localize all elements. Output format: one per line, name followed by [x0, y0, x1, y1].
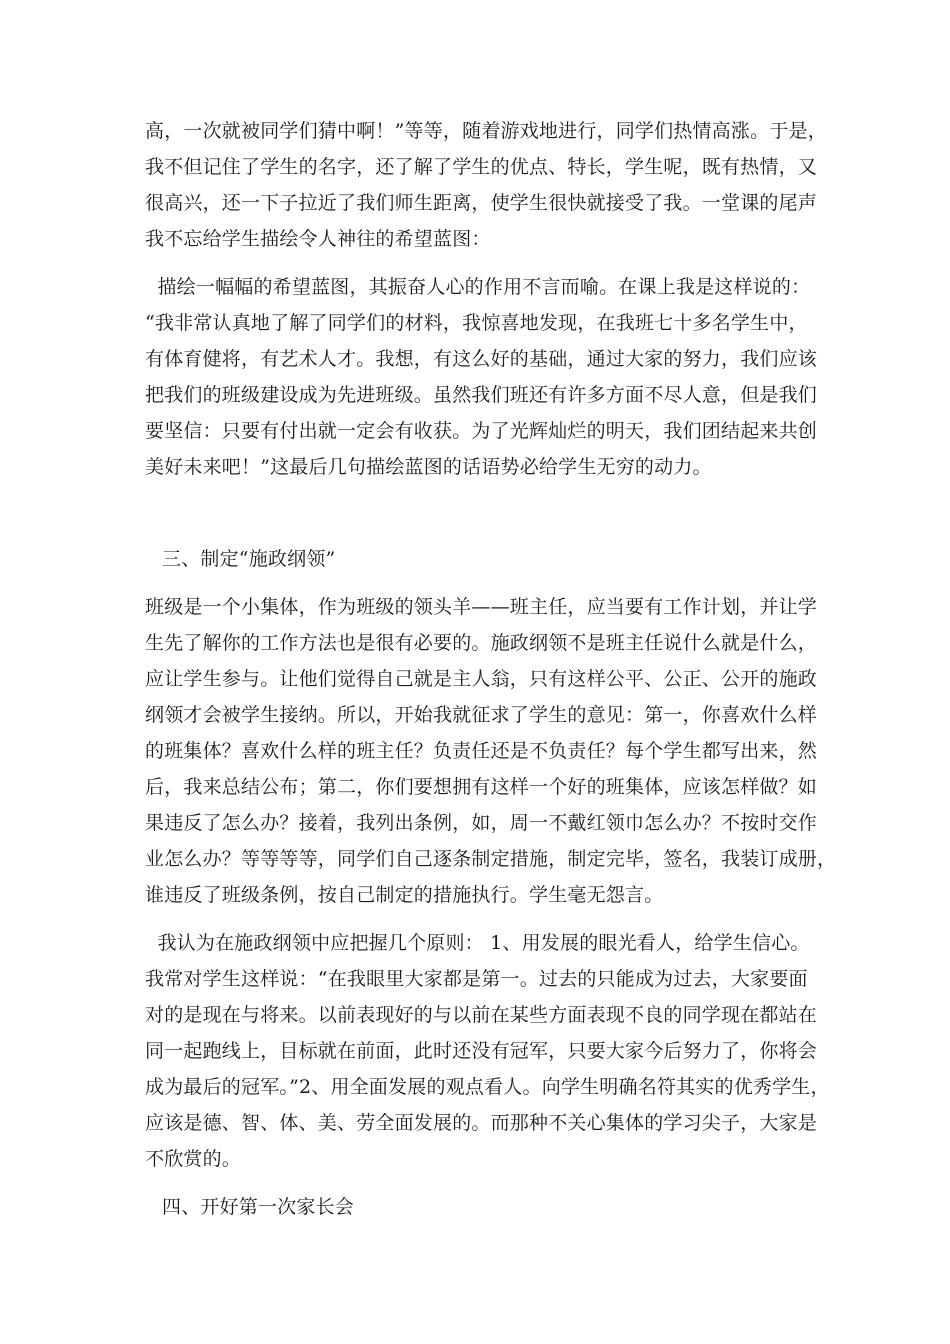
text-line: 美好未来吧！”这最后几句描绘蓝图的话语势必给学生无穷的动力。: [145, 456, 712, 478]
text-line: 的班集体？喜欢什么样的班主任？负责任还是不负责任？每个学生都写出来，然: [145, 740, 818, 762]
text-line: 成为最后的冠军。”2、用全面发展的观点看人。向学生明确名符其实的优秀学生，: [145, 1076, 830, 1098]
text-line: 很高兴，还一下子拉近了我们师生距离，使学生很快就接受了我。一堂课的尾声: [145, 192, 818, 214]
text-line: 我不但记住了学生的名字，还了解了学生的优点、特长，学生呢，既有热情，又: [145, 156, 818, 178]
text-line: 要坚信：只要有付出就一定会有收获。为了光辉灿烂的明天，我们团结起来共创: [145, 420, 818, 442]
text-line: 业怎么办？等等等等，同学们自己逐条制定措施，制定完毕，签名，我装订成册，: [145, 848, 837, 870]
text-line: 应该是德、智、体、美、劳全面发展的。而那种不关心集体的学习尖子，大家是: [145, 1112, 818, 1134]
text-line: 纲领才会被学生接纳。所以，开始我就征求了学生的意见：第一，你喜欢什么样: [145, 704, 818, 726]
text-line: 把我们的班级建设成为先进班级。虽然我们班还有许多方面不尽人意，但是我们: [145, 384, 818, 406]
text-line: 我不忘给学生描绘令人神往的希望蓝图：: [145, 228, 491, 250]
text-line: 有体育健将，有艺术人才。我想，有这么好的基础，通过大家的努力，我们应该: [145, 348, 818, 370]
text-line: 谁违反了班级条例，按自己制定的措施执行。学生毫无怨言。: [145, 884, 664, 906]
text-line: 高，一次就被同学们猜中啊！”等等，随着游戏地进行，同学们热情高涨。于是，: [145, 120, 827, 142]
text-line: 后，我来总结公布；第二，你们要想拥有这样一个好的班集体，应该怎样做？如: [145, 776, 818, 798]
text-line: 描绘一幅幅的希望蓝图，其振奋人心的作用不言而喻。在课上我是这样说的：: [145, 276, 811, 298]
section-heading: 四、开好第一次家长会: [162, 1196, 355, 1218]
text-line: 我认为在施政纲领中应把握几个原则： 1、用发展的眼光看人，给学生信心。: [145, 932, 810, 954]
text-line: “我非常认真地了解了同学们的材料，我惊喜地发现，在我班七十多名学生中，: [145, 312, 808, 334]
section-heading: 三、制定“施政纲领”: [162, 548, 336, 570]
text-line: 应让学生参与。让他们觉得自己就是主人翁，只有这样公平、公正、公开的施政: [145, 668, 818, 690]
text-line: 对的是现在与将来。以前表现好的与以前在某些方面表现不良的同学现在都站在: [145, 1004, 818, 1026]
text-line: 同一起跑线上，目标就在前面，此时还没有冠军，只要大家今后努力了，你将会: [145, 1040, 818, 1062]
text-line: 生先了解你的工作方法也是很有必要的。施政纲领不是班主任说什么就是什么，: [145, 632, 818, 654]
text-line: 不欣赏的。: [145, 1148, 242, 1170]
text-line: 我常对学生这样说：“在我眼里大家都是第一。过去的只能成为过去，大家要面: [145, 968, 808, 990]
text-line: 果违反了怎么办？接着，我列出条例，如，周一不戴红领巾怎么办？不按时交作: [145, 812, 818, 834]
text-line: 班级是一个小集体，作为班级的领头羊——班主任，应当要有工作计划，并让学: [145, 596, 818, 618]
